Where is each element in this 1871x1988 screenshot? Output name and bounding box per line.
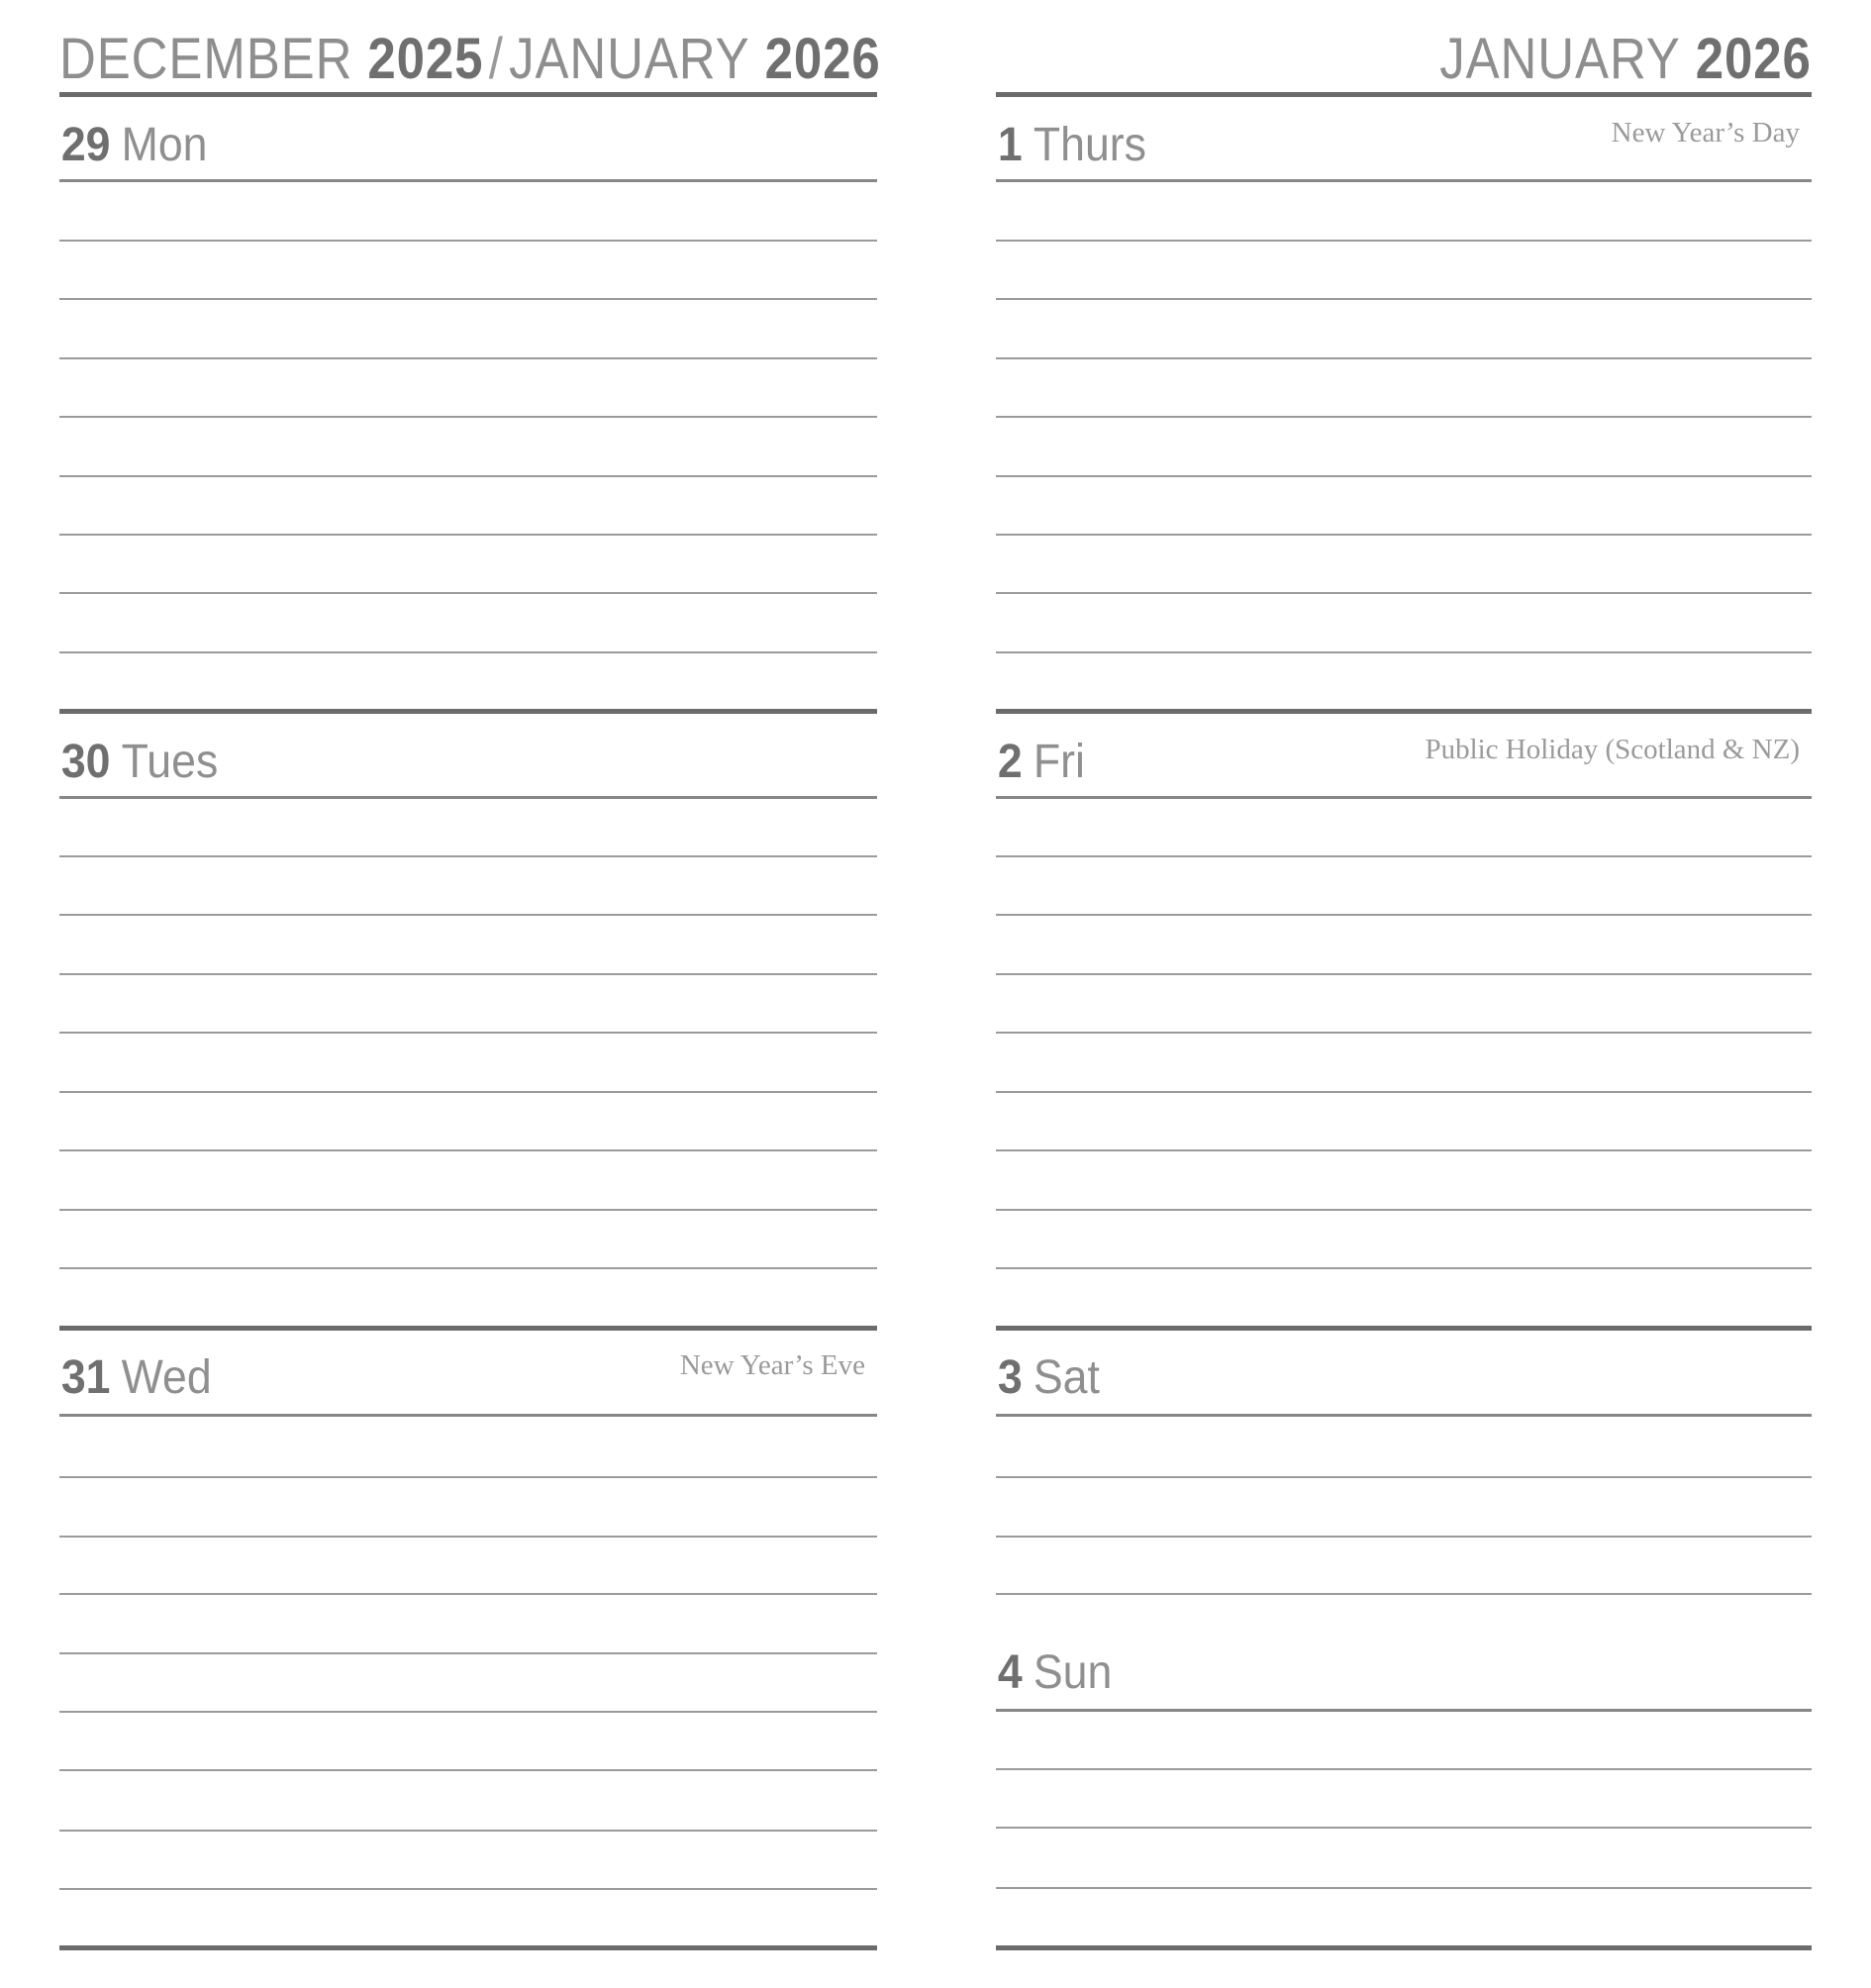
ruled-line — [59, 298, 877, 300]
day-label-text — [59, 119, 208, 171]
ruled-line — [59, 240, 877, 242]
day-label-2-fri — [996, 734, 1812, 788]
day-name: Sat — [1033, 1351, 1100, 1404]
ruled-line — [59, 651, 877, 653]
day-underline — [59, 179, 877, 182]
title-month2: JANUARY — [509, 27, 750, 91]
ruled-line — [59, 475, 877, 477]
section-divider — [996, 1326, 1812, 1331]
ruled-line — [996, 1267, 1812, 1269]
day-underline — [996, 1414, 1812, 1417]
ruled-line — [996, 240, 1812, 242]
holiday-note: New Year’s Day — [1611, 117, 1800, 149]
day-underline — [996, 179, 1812, 182]
day-underline — [996, 1709, 1812, 1712]
ruled-line — [59, 1652, 877, 1654]
day-underline — [59, 1414, 877, 1417]
day-label-text — [996, 119, 1146, 171]
header-rule — [59, 92, 877, 97]
ruled-line — [59, 1032, 877, 1034]
ruled-line — [996, 1887, 1812, 1889]
ruled-line — [59, 1536, 877, 1538]
ruled-line — [59, 1267, 877, 1269]
page-title-left-text — [59, 27, 881, 91]
title-year1: 2025 — [367, 27, 484, 91]
title-year2: 2026 — [764, 27, 881, 91]
title-separator: / — [488, 27, 504, 91]
day-label-4-sun — [996, 1646, 1812, 1699]
ruled-line — [996, 357, 1812, 359]
day-name: Fri — [1033, 736, 1085, 788]
ruled-line — [59, 914, 877, 916]
ruled-line — [996, 1032, 1812, 1034]
ruled-line — [996, 592, 1812, 594]
day-label-text — [996, 1646, 1113, 1699]
ruled-line — [996, 914, 1812, 916]
day-label-1-thurs — [996, 117, 1812, 171]
ruled-line — [996, 1593, 1812, 1595]
ruled-line — [59, 973, 877, 975]
page-title-left — [59, 27, 881, 91]
ruled-line — [996, 475, 1812, 477]
day-label-text — [59, 736, 219, 788]
ruled-line — [59, 855, 877, 857]
section-divider — [59, 1326, 877, 1331]
day-number: 29 — [60, 119, 111, 171]
ruled-line — [59, 357, 877, 359]
ruled-line — [996, 855, 1812, 857]
diary-page-left — [59, 0, 881, 1988]
holiday-note: Public Holiday (Scotland & NZ) — [1425, 734, 1800, 765]
ruled-line — [59, 1476, 877, 1478]
day-underline — [996, 796, 1812, 799]
ruled-line — [59, 1209, 877, 1211]
ruled-line — [996, 1827, 1812, 1829]
ruled-line — [996, 1209, 1812, 1211]
day-label-text — [996, 1351, 1100, 1404]
day-number: 3 — [997, 1351, 1023, 1404]
day-name: Mon — [121, 119, 208, 171]
ruled-line — [59, 592, 877, 594]
section-divider — [996, 709, 1812, 714]
page-bottom-rule — [996, 1945, 1812, 1950]
diary-page-right — [996, 0, 1812, 1988]
ruled-line — [996, 416, 1812, 418]
page-title-right — [996, 27, 1812, 91]
ruled-line — [59, 1593, 877, 1595]
day-number: 30 — [60, 736, 111, 788]
ruled-line — [996, 1091, 1812, 1093]
page-bottom-rule — [59, 1945, 877, 1950]
day-number: 1 — [997, 119, 1023, 171]
ruled-line — [59, 1769, 877, 1771]
ruled-line — [59, 1091, 877, 1093]
day-label-text — [59, 1351, 212, 1404]
page-title-right-text — [1439, 27, 1812, 91]
day-name: Wed — [121, 1351, 212, 1404]
day-label-30-tues — [59, 736, 877, 788]
section-divider — [59, 709, 877, 714]
ruled-line — [59, 1830, 877, 1832]
day-label-31-wed — [59, 1349, 877, 1404]
ruled-line — [996, 1149, 1812, 1151]
day-name: Thurs — [1033, 119, 1146, 171]
ruled-line — [996, 1768, 1812, 1770]
day-label-3-sat — [996, 1351, 1812, 1404]
day-number: 31 — [60, 1351, 111, 1404]
day-number: 4 — [997, 1646, 1023, 1699]
day-name: Sun — [1033, 1646, 1113, 1699]
ruled-line — [996, 651, 1812, 653]
ruled-line — [59, 1711, 877, 1713]
ruled-line — [996, 298, 1812, 300]
ruled-line — [996, 973, 1812, 975]
day-label-29-mon — [59, 119, 877, 171]
title-month1: DECEMBER — [59, 27, 353, 91]
holiday-note: New Year’s Eve — [679, 1349, 865, 1381]
ruled-line — [59, 416, 877, 418]
ruled-line — [996, 534, 1812, 536]
ruled-line — [59, 534, 877, 536]
day-name: Tues — [121, 736, 219, 788]
day-underline — [59, 796, 877, 799]
ruled-line — [996, 1536, 1812, 1538]
title-month: JANUARY — [1439, 27, 1681, 91]
day-label-text — [996, 736, 1085, 788]
ruled-line — [996, 1476, 1812, 1478]
title-year: 2026 — [1695, 27, 1812, 91]
ruled-line — [59, 1149, 877, 1151]
header-rule — [996, 92, 1812, 97]
day-number: 2 — [997, 736, 1023, 788]
ruled-line — [59, 1888, 877, 1890]
